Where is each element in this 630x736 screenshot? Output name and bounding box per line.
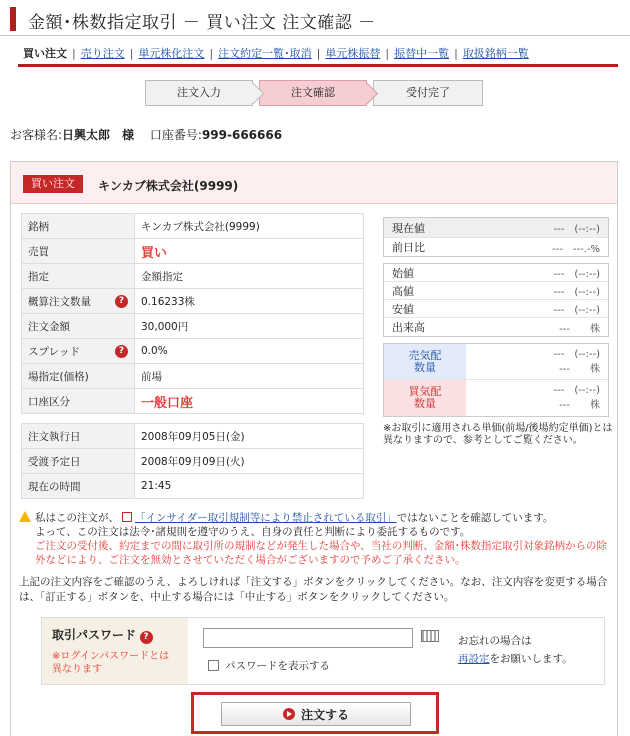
customer-name: 日興太郎 様	[62, 128, 135, 142]
trade-password-input[interactable]	[203, 628, 413, 648]
table-row	[22, 264, 364, 289]
sell-price: --- (--:--)	[553, 349, 600, 360]
tab-bar	[18, 44, 534, 62]
help-icon[interactable]: ?	[140, 631, 153, 644]
row-label: 口座区分	[22, 389, 135, 414]
buy-quote-values	[466, 380, 608, 416]
password-section	[41, 617, 605, 685]
change-label: 前日比	[392, 241, 425, 254]
volume-label: 出来高	[392, 321, 425, 334]
quote-panel	[383, 217, 609, 417]
table-row	[22, 239, 364, 264]
quote-row	[384, 300, 608, 318]
row-value: 前場	[135, 364, 364, 389]
title-accent	[10, 7, 16, 31]
table-row	[22, 389, 364, 414]
table-row	[22, 424, 364, 449]
sell-quote-values	[466, 344, 608, 379]
row-label: 場指定(価格)	[22, 364, 135, 389]
row-label: 注文金額	[22, 314, 135, 339]
change-value: --- ---.-%	[552, 243, 600, 255]
row-value: 2008年09月05日(金)	[135, 424, 364, 449]
account-label: 口座番号:	[149, 128, 202, 142]
tab-underline	[18, 64, 618, 67]
trade-side-value: 買い	[141, 245, 168, 261]
row-label: 銘柄	[22, 214, 135, 239]
quote-row	[384, 318, 608, 336]
table-row	[22, 289, 364, 314]
row-value: 21:45	[135, 474, 364, 499]
title-bar	[0, 0, 630, 36]
step-complete: 受付完了	[373, 80, 483, 106]
row-label: 受渡予定日	[22, 449, 135, 474]
quote-row	[384, 282, 608, 300]
high-value: --- (--:--)	[553, 287, 600, 298]
software-keyboard-icon[interactable]	[421, 630, 439, 642]
confirm-text: ではないことを確認しています。	[396, 512, 554, 524]
buy-quote-label: 買気配 数量	[384, 380, 466, 416]
place-order-label: 注文する	[300, 707, 349, 722]
warning-icon	[19, 511, 31, 522]
current-price-value: --- (--:--)	[553, 224, 600, 235]
sell-quote-label: 売気配 数量	[384, 344, 466, 379]
buy-price: --- (--:--)	[553, 385, 600, 396]
sell-qty: --- 株	[559, 364, 600, 375]
cancellation-notice: ご注文の受付後、約定までの間に取引所の規制などが発生した場合や、当社の判断、金額･株数指定取引対象銘柄からの除外などにより、ご注文を無効とさせていただく場合がございますので予めご了承ください。	[35, 540, 608, 566]
account-number: 999-666666	[201, 128, 283, 142]
order-detail-table	[21, 213, 364, 499]
reset-password-link[interactable]: 再設定	[458, 653, 490, 665]
show-password-checkbox[interactable]	[208, 660, 219, 671]
confirm-text: 私はこの注文が、	[35, 512, 119, 524]
play-icon	[283, 708, 295, 720]
progress-steps	[145, 80, 489, 106]
open-label: 始値	[392, 266, 414, 280]
row-label: 現在の時間	[22, 474, 135, 499]
tab-separator: |	[454, 46, 458, 60]
show-password-toggle[interactable]	[208, 658, 330, 673]
table-row	[22, 474, 364, 499]
insider-rules-link[interactable]: 「インサイダー取引規制等により禁止されている取引」	[135, 512, 397, 524]
volume-value: --- 株	[559, 323, 600, 335]
current-price-label: 現在値	[392, 221, 425, 235]
help-icon[interactable]: ?	[115, 295, 128, 308]
open-value: --- (--:--)	[553, 269, 600, 280]
row-value: 0.0%	[135, 339, 364, 364]
tab-separator: |	[316, 46, 321, 60]
step-confirm: 注文確認	[259, 80, 367, 106]
place-order-button[interactable]	[221, 702, 411, 726]
table-row	[22, 214, 364, 239]
password-input-cell	[188, 618, 604, 684]
insider-confirmation	[19, 511, 611, 567]
row-value: キンカブ株式会社(9999)	[135, 214, 364, 239]
row-value: 0.16233株	[135, 289, 364, 314]
order-type-badge: 買い注文	[23, 175, 83, 193]
quote-row	[384, 238, 608, 256]
tab-separator: |	[129, 46, 134, 60]
row-label: 売買	[22, 239, 135, 264]
table-row	[22, 314, 364, 339]
high-label: 高値	[392, 284, 414, 298]
row-label: 概算注文数量	[28, 295, 91, 308]
show-password-label: パスワードを表示する	[225, 660, 330, 672]
confirm-text: よって、この注文は法令･諸規則を遵守のうえ、自身の責任と判断により委託するものです。	[35, 526, 471, 538]
low-value: --- (--:--)	[553, 305, 600, 316]
submit-highlight	[191, 692, 439, 734]
step-input: 注文入力	[145, 80, 253, 106]
row-value: 30,000円	[135, 314, 364, 339]
table-gap	[22, 414, 364, 424]
tab-separator: |	[385, 46, 390, 60]
order-header	[11, 162, 617, 204]
quote-note: ※お取引に適用される単価(前場/後場約定単価)とは異なりますので、参考としてご覧ください。	[383, 423, 613, 446]
buy-qty: --- 株	[559, 400, 600, 411]
row-label: 指定	[22, 264, 135, 289]
tab-sell-order[interactable]: 売り注文	[80, 47, 125, 60]
price-block	[383, 217, 609, 257]
document-icon	[122, 512, 132, 522]
quote-row	[384, 264, 608, 282]
tab-unit-share-transfer[interactable]: 単元株振替	[325, 47, 381, 60]
table-row	[22, 339, 364, 364]
row-label: スプレッド	[28, 345, 80, 358]
board-block	[383, 343, 609, 417]
buy-quote-row	[384, 380, 608, 416]
tab-unit-share-order[interactable]: 単元株化注文	[138, 47, 205, 60]
password-label: 取引パスワード	[52, 628, 137, 642]
low-label: 安値	[392, 302, 414, 316]
tab-transfer-list[interactable]: 振替中一覧	[394, 47, 450, 60]
account-type-value: 一般口座	[141, 395, 194, 411]
quote-row	[384, 218, 608, 238]
table-row	[22, 449, 364, 474]
table-row	[22, 364, 364, 389]
company-name: キンカブ株式会社(9999)	[98, 179, 239, 193]
tab-buy-order[interactable]: 買い注文	[18, 45, 72, 61]
customer-info	[10, 126, 282, 143]
tab-order-list[interactable]: 注文約定一覧･取消	[218, 47, 312, 60]
forgot-password	[458, 632, 573, 668]
ohlv-block	[383, 263, 609, 337]
row-value: 金額指定	[135, 264, 364, 289]
tab-separator: |	[72, 46, 76, 60]
row-label: 注文執行日	[22, 424, 135, 449]
page-title: 金額･株数指定取引 － 買い注文 注文確認 －	[28, 13, 376, 33]
password-note: ※ログインパスワードとは異なります	[52, 651, 170, 675]
forgot-text: お忘れの場合は	[458, 635, 532, 647]
submit-instruction: 上記の注文内容をご確認のうえ、よろしければ「注文する」ボタンをクリックしてください。なお、注文内容を変更する場合は、「訂正する」ボタンを、中止する場合には「中止する」ボタンをクリックしてください。	[19, 576, 608, 603]
help-icon[interactable]: ?	[115, 345, 128, 358]
sell-quote-row	[384, 344, 608, 380]
tab-separator: |	[209, 46, 214, 60]
customer-name-label: お客様名:	[10, 128, 63, 142]
row-value: 2008年09月09日(火)	[135, 449, 364, 474]
forgot-text: をお願いします。	[489, 653, 573, 665]
password-label-cell	[42, 618, 188, 684]
order-box	[10, 161, 618, 736]
tab-stock-list[interactable]: 取扱銘柄一覧	[462, 47, 529, 60]
